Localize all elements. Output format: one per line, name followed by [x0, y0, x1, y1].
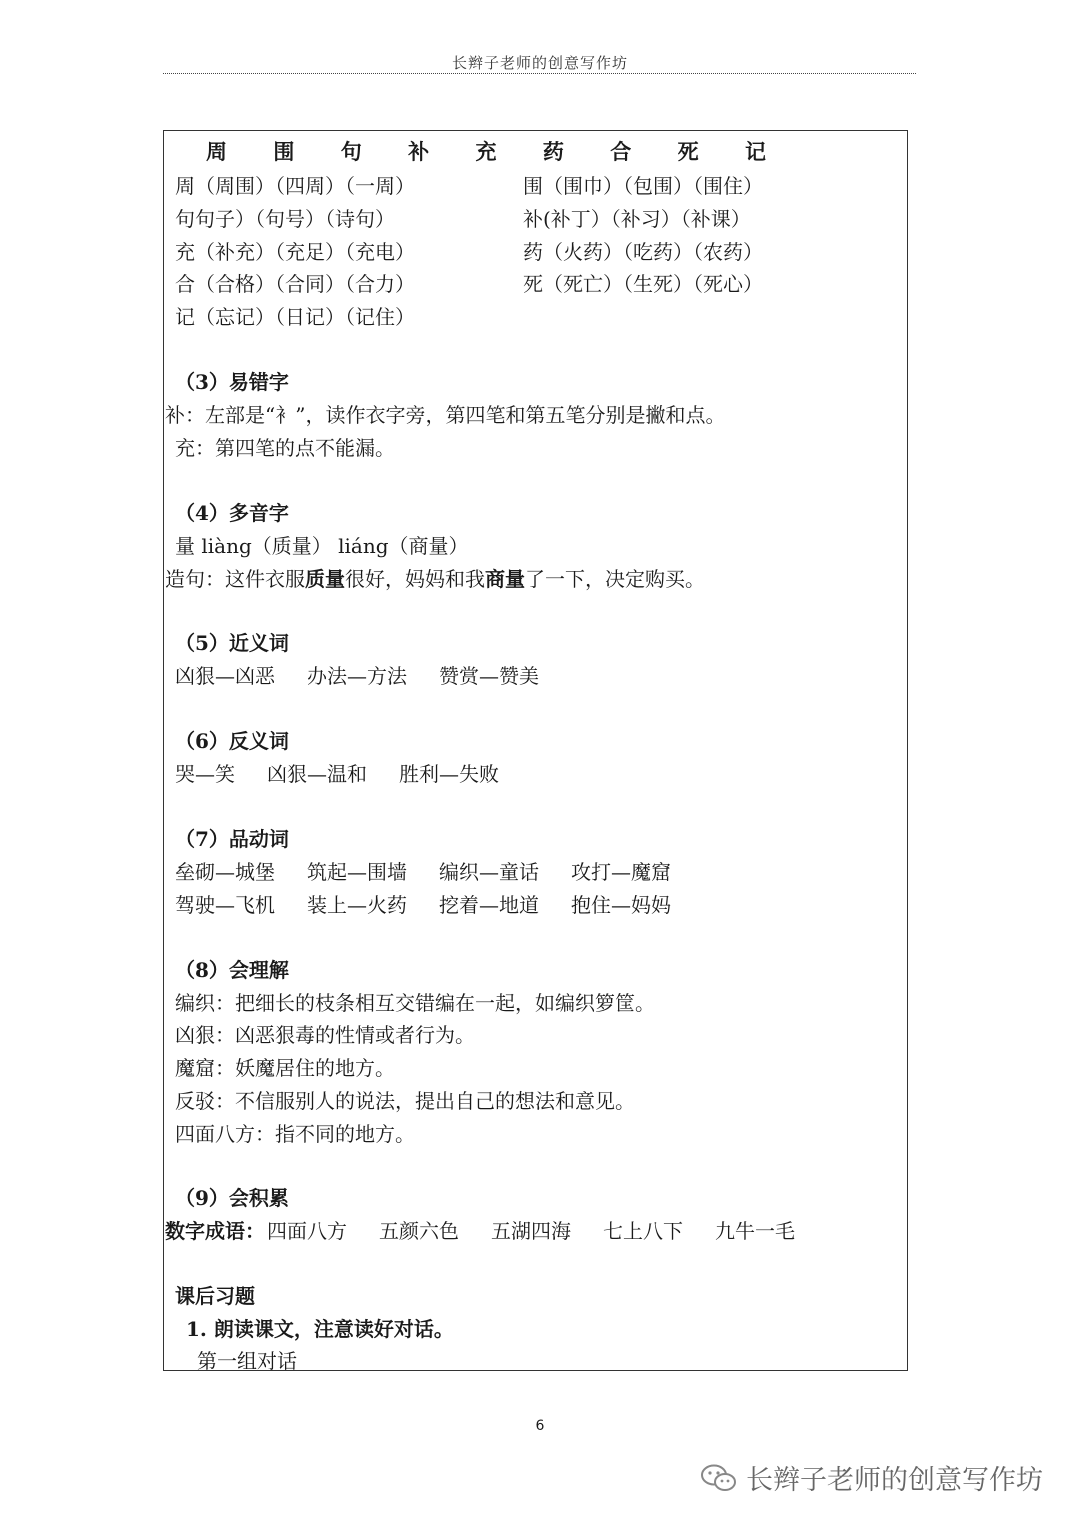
exercise-question: 1. 朗读课文，注意读好对话。 — [186, 1317, 454, 1341]
synonym-list — [175, 660, 571, 689]
definition-line: 编织：把细长的枝条相互交错编在一起，如编织箩筐。 — [175, 991, 655, 1015]
definition-line: 魔窟：妖魔居住的地方。 — [175, 1056, 395, 1080]
section-7-title: （7）品动词 — [175, 827, 289, 851]
antonym-pair: 胜利—失败 — [399, 762, 499, 786]
sentence-bold: 商量 — [485, 567, 525, 591]
definition-line: 反驳：不信服别人的说法，提出自己的想法和意见。 — [175, 1089, 635, 1113]
synonym-pair: 办法—方法 — [307, 664, 407, 688]
sentence-part: 很好，妈妈和我 — [345, 567, 485, 591]
sentence-bold: 质量 — [305, 567, 345, 591]
verb-phrase-row — [175, 889, 703, 918]
section-3-line: 充：第四笔的点不能漏。 — [175, 436, 395, 460]
verb-phrase-row — [175, 856, 703, 885]
wechat-icon — [700, 1463, 738, 1493]
word-group-line: 记（忘记）（日记）（记住） — [175, 305, 415, 329]
word-group-line: 句句子）（句号）（诗句） — [175, 207, 395, 231]
idiom: 四面八方 — [267, 1219, 347, 1243]
example-sentence — [165, 563, 705, 592]
idiom: 五湖四海 — [491, 1219, 571, 1243]
word-group-line: 围（围巾）（包围）（围住） — [523, 174, 763, 198]
word-group-line: 周（周围）（四周）（一周） — [175, 174, 415, 198]
section-5-title: （5）近义词 — [175, 631, 289, 655]
verb-phrase: 挖着—地道 — [439, 893, 539, 917]
antonym-pair: 哭—笑 — [175, 762, 235, 786]
verb-phrase: 编织—童话 — [439, 860, 539, 884]
char: 药 — [542, 139, 564, 164]
verb-phrase: 垒砌—城堡 — [175, 860, 275, 884]
section-8-title: （8）会理解 — [175, 958, 289, 982]
header-rule — [163, 73, 916, 74]
char: 补 — [408, 139, 430, 164]
section-3-title: （3）易错字 — [175, 370, 289, 394]
verb-phrase: 攻打—魔窟 — [571, 860, 671, 884]
char: 合 — [610, 139, 632, 164]
verb-phrase: 筑起—围墙 — [307, 860, 407, 884]
sentence-part: 造句：这件衣服 — [165, 567, 305, 591]
antonym-list — [175, 758, 531, 787]
word-group-line: 死（死亡）（生死）（死心） — [523, 272, 763, 296]
verb-phrase: 装上—火药 — [307, 893, 407, 917]
sentence-part: 了一下，决定购买。 — [525, 567, 705, 591]
header-title: 长辫子老师的创意写作坊 — [451, 54, 628, 72]
section-6-title: （6）反义词 — [175, 729, 289, 753]
word-group-line: 充（补充）（充足）（充电） — [175, 240, 415, 264]
char: 句 — [340, 139, 362, 164]
char: 围 — [273, 139, 295, 164]
synonym-pair: 赞赏—赞美 — [439, 664, 539, 688]
idiom-label: 数字成语： — [165, 1219, 265, 1243]
char: 充 — [475, 139, 497, 164]
antonym-pair: 凶狠—温和 — [267, 762, 367, 786]
word-group-line: 补(补丁）（补习）（补课） — [523, 207, 751, 231]
idiom: 九牛一毛 — [715, 1219, 795, 1243]
verb-phrase: 抱住—妈妈 — [571, 893, 671, 917]
character-row — [206, 136, 766, 166]
char: 周 — [206, 139, 227, 164]
page-number: 6 — [535, 1418, 545, 1434]
word-group-line: 合（合格）（合同）（合力） — [175, 272, 415, 296]
definition-line: 凶狠：凶恶狠毒的性情或者行为。 — [175, 1023, 475, 1047]
section-4-title: （4）多音字 — [175, 501, 289, 525]
polyphone-line: 量 liàng（质量） liáng（商量） — [175, 534, 469, 558]
idiom: 七上八下 — [603, 1219, 683, 1243]
idiom-list — [165, 1215, 827, 1244]
synonym-pair: 凶狠—凶恶 — [175, 664, 275, 688]
char: 死 — [677, 139, 699, 164]
watermark — [700, 1458, 1043, 1497]
char: 记 — [745, 139, 766, 164]
word-group-line: 药（火药）（吃药）（农药） — [523, 240, 763, 264]
definition-line: 四面八方：指不同的地方。 — [175, 1122, 415, 1146]
section-3-line: 补：左部是“衤”，读作衣字旁，第四笔和第五笔分别是撇和点。 — [165, 403, 726, 427]
verb-phrase: 驾驶—飞机 — [175, 893, 275, 917]
exercise-subtitle: 第一组对话 — [197, 1349, 297, 1373]
section-9-title: （9）会积累 — [175, 1186, 289, 1210]
exercise-title: 课后习题 — [175, 1284, 255, 1308]
watermark-text: 长辫子老师的创意写作坊 — [746, 1465, 1043, 1496]
idiom: 五颜六色 — [379, 1219, 459, 1243]
